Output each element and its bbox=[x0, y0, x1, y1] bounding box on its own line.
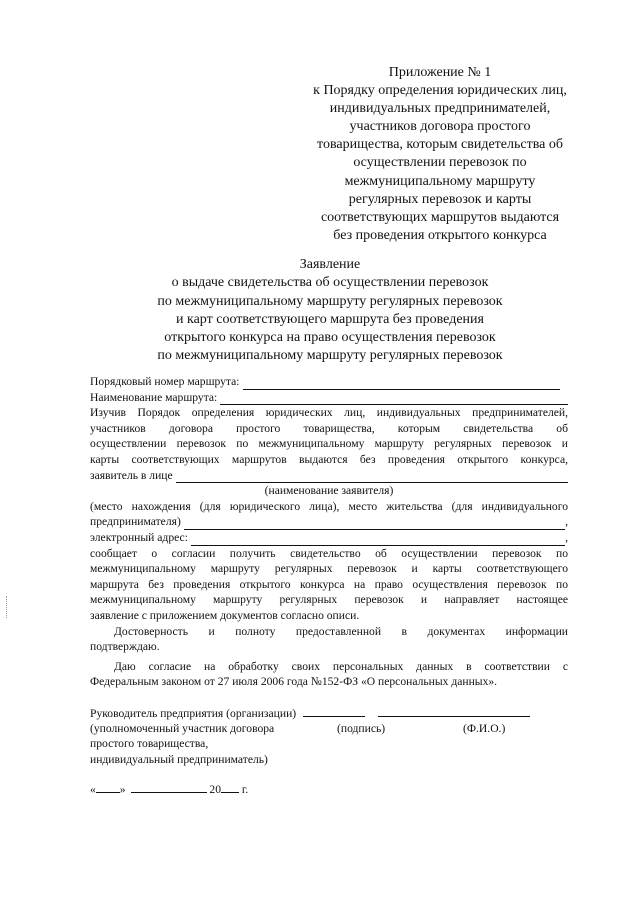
head-sublabel: простого товарищества, bbox=[90, 737, 209, 751]
route-number-row bbox=[90, 374, 568, 390]
annex-line: товарищества, которым свидетельства об bbox=[317, 137, 563, 153]
applicant-field[interactable] bbox=[176, 471, 568, 483]
email-field[interactable] bbox=[191, 534, 565, 546]
date-year-field[interactable] bbox=[221, 781, 239, 793]
full-name-field[interactable] bbox=[378, 705, 530, 717]
consent-line: сообщает о согласии получить свидетельство об осуществлении перевозок по bbox=[90, 546, 568, 560]
consent-line: межмуниципальному маршруту регулярных перевозок и направляет настоящее bbox=[90, 593, 568, 607]
signature-block bbox=[90, 705, 570, 767]
intro-line: карты соответствующих маршрутов выдаются без проведения открытого конкурса, bbox=[90, 452, 568, 466]
route-name-row bbox=[90, 390, 568, 406]
title-line: по межмуниципальному маршруту регулярных перевозок bbox=[157, 348, 503, 364]
annex-line: к Порядку определения юридических лиц, bbox=[313, 83, 567, 99]
consent-line: маршрута без проведения открытого конкурса на право осуществления перевозок по bbox=[90, 577, 568, 591]
consent-line: заявление с приложением документов согласно описи. bbox=[90, 608, 360, 622]
title-line: открытого конкурса на право осуществления перевозок bbox=[164, 330, 496, 346]
annex-number: Приложение № 1 bbox=[388, 65, 492, 80]
title-line: по межмуниципальному маршруту регулярных перевозок bbox=[157, 293, 503, 309]
date-year-prefix: 20 bbox=[209, 783, 221, 796]
personal-data-consent: Даю согласие на обработку своих персональных данных в соответствии с bbox=[114, 659, 568, 673]
date-year-suffix: г. bbox=[241, 783, 249, 796]
location-comma: , bbox=[565, 515, 568, 529]
head-sublabel: индивидуальный предприниматель) bbox=[90, 752, 268, 766]
personal-data-consent-end: Федеральным законом от 27 июля 2006 года №152-ФЗ «О персональных данных». bbox=[90, 675, 498, 689]
applicant-caption: (наименование заявителя) bbox=[264, 484, 394, 498]
signature-caption: (подпись) bbox=[337, 721, 386, 735]
date-close-quote: » bbox=[119, 783, 126, 796]
head-sublabel: (уполномоченный участник договора bbox=[90, 721, 275, 735]
route-name-field[interactable] bbox=[220, 393, 568, 405]
route-number-field[interactable] bbox=[243, 378, 560, 390]
application-form bbox=[90, 374, 568, 690]
title-line: о выдаче свидетельства об осуществлении перевозок bbox=[171, 275, 489, 291]
intro-line: Изучив Порядок определения юридических лиц, индивидуальных предпринимателей, bbox=[90, 406, 568, 420]
head-label: Руководитель предприятия (организации) bbox=[90, 707, 297, 720]
intro-line: осуществлении перевозок по межмуниципальному маршруту регулярных перевозок и bbox=[90, 437, 568, 451]
reliability-statement: Достоверность и полноту предоставленной в документах информации bbox=[114, 624, 568, 638]
date-line bbox=[90, 781, 248, 796]
location-field[interactable] bbox=[184, 518, 565, 530]
annex-line: межмуниципальному маршруту bbox=[344, 173, 536, 189]
email-comma: , bbox=[565, 530, 568, 544]
annex-line: соответствующих маршрутов выдаются bbox=[320, 209, 560, 225]
full-name-caption: (Ф.И.О.) bbox=[463, 721, 506, 735]
intro-line: участников договора простого товарищества, которым свидетельства об bbox=[90, 421, 568, 435]
scan-margin-mark bbox=[6, 596, 8, 618]
annex-header bbox=[295, 64, 585, 245]
reliability-statement-end: подтверждаю. bbox=[90, 640, 160, 654]
email-row bbox=[90, 530, 568, 546]
date-day-field[interactable] bbox=[96, 781, 120, 793]
location-label: предпринимателя) bbox=[90, 515, 181, 529]
annex-line: участников договора простого bbox=[349, 119, 531, 135]
signature-captions-row bbox=[90, 721, 570, 737]
email-label: электронный адрес: bbox=[90, 530, 188, 544]
application-title bbox=[90, 256, 570, 366]
annex-line: без проведения открытого конкурса bbox=[333, 227, 547, 243]
date-month-field[interactable] bbox=[131, 781, 207, 793]
route-number-label: Порядковый номер маршрута: bbox=[90, 375, 240, 388]
consent-line: межмуниципальному маршруту регулярных перевозок и карты соответствующего bbox=[90, 562, 568, 576]
location-row bbox=[90, 514, 568, 530]
annex-line: индивидуальных предпринимателей, bbox=[329, 101, 551, 117]
signature-field[interactable] bbox=[303, 705, 365, 717]
location-caption: (место нахождения (для юридического лица), место жительства (для индивидуального bbox=[90, 499, 568, 513]
title-line: и карт соответствующего маршрута без проведения bbox=[176, 311, 484, 327]
head-sublabel-row bbox=[90, 752, 570, 768]
applicant-label: заявитель в лице bbox=[90, 468, 173, 482]
annex-line: осуществлении перевозок по bbox=[353, 155, 527, 171]
date-open-quote: « bbox=[90, 783, 96, 796]
title-heading: Заявление bbox=[299, 257, 361, 272]
applicant-row bbox=[90, 468, 568, 484]
signature-row bbox=[90, 705, 570, 721]
annex-line: регулярных перевозок и карты bbox=[348, 191, 532, 207]
route-name-label: Наименование маршрута: bbox=[90, 390, 218, 404]
head-sublabel-row bbox=[90, 736, 570, 752]
